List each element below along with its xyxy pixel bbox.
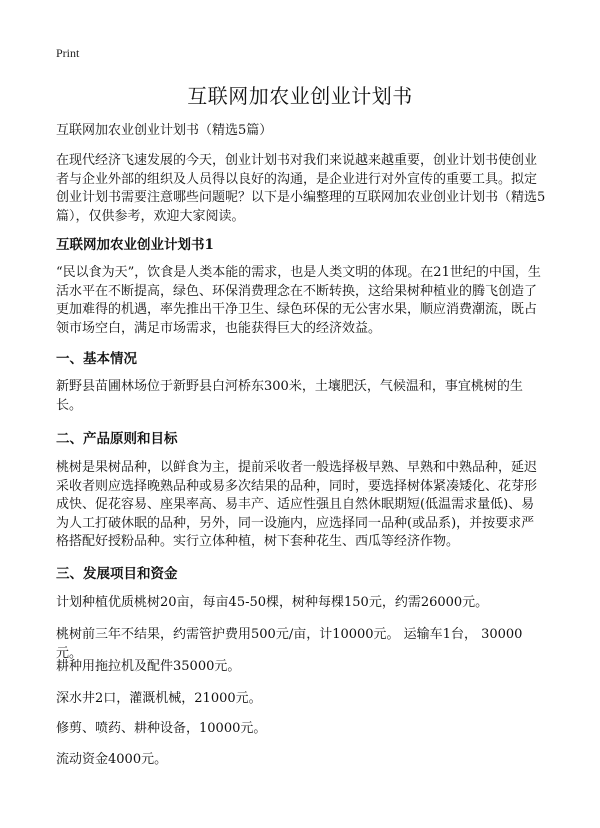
section-heading-projects-funding: 三、发展项目和资金 xyxy=(56,566,178,582)
article-heading: 互联网加农业创业计划书1 xyxy=(56,237,214,253)
section-product-principles-text: 桃树是果树品种，以鲜食为主，提前采收者一般选择极早熟、早熟和中熟品种，延迟采收者则应选择晚熟品种或易多次结果的品种，同时，要选择树体紧凑矮化、花芽形成快、促花容易、座果率高、易丰产、适应性强且自然休眠期短(低温需求量低)、易为人工打破休眠的品种，另外，同一设施内，应选择同一品种(或品系)，并按要求严格搭配好授粉品种。实行立体种植，树下套种花生、西瓜等经济作物。 xyxy=(56,460,538,549)
cost-item: 流动资金4000元。 xyxy=(56,752,168,767)
print-link[interactable]: Print xyxy=(56,46,80,60)
document-title: 互联网加农业创业计划书 xyxy=(187,84,413,108)
intro-paragraph: 在现代经济飞速发展的今天，创业计划书对我们来说越来越重要，创业计划书使创业者与企业外部的组织及人员得以良好的沟通，是企业进行对外宣传的重要工具。拟定创业计划书需要注意哪些问题呢？以下是小编整理的互联网加农业创业计划书（精选5篇），仅供参考，欢迎大家阅读。 xyxy=(56,153,546,224)
cost-item: 耕种用拖拉机及配件35000元。 xyxy=(56,659,241,674)
cost-item: 修剪、喷药、耕种设备，10000元。 xyxy=(56,721,267,736)
cost-item: 深水井2口，灌溉机械，21000元。 xyxy=(56,691,262,706)
section-heading-basic-info: 一、基本情况 xyxy=(56,351,137,367)
article-intro-paragraph: “民以食为天”，饮食是人类本能的需求，也是人类文明的体现。在21世纪的中国，生活水平在不断提高，绿色、环保消费理念在不断转换，这给果树种植业的腾飞创造了更加难得的机遇，率先推出干净卫生、绿色环保的无公害水果，顺应消费潮流，既占领市场空白，满足市场需求，也能获得巨大的经济效益。 xyxy=(56,265,541,336)
section-heading-product-principles: 二、产品原则和目标 xyxy=(56,431,178,447)
section-basic-info-text: 新野县苗圃林场位于新野县白河桥东300米，土壤肥沃，气候温和，事宜桃树的生长。 xyxy=(56,379,523,413)
document-subtitle: 互联网加农业创业计划书（精选5篇） xyxy=(56,123,273,138)
cost-item: 桃树前三年不结果，约需管护费用500元/亩，计10000元。 运输车1台， 30000元。 xyxy=(56,627,523,661)
cost-item: 计划种植优质桃树20亩，每亩45-50棵，树种每棵150元，约需26000元。 xyxy=(56,595,489,610)
